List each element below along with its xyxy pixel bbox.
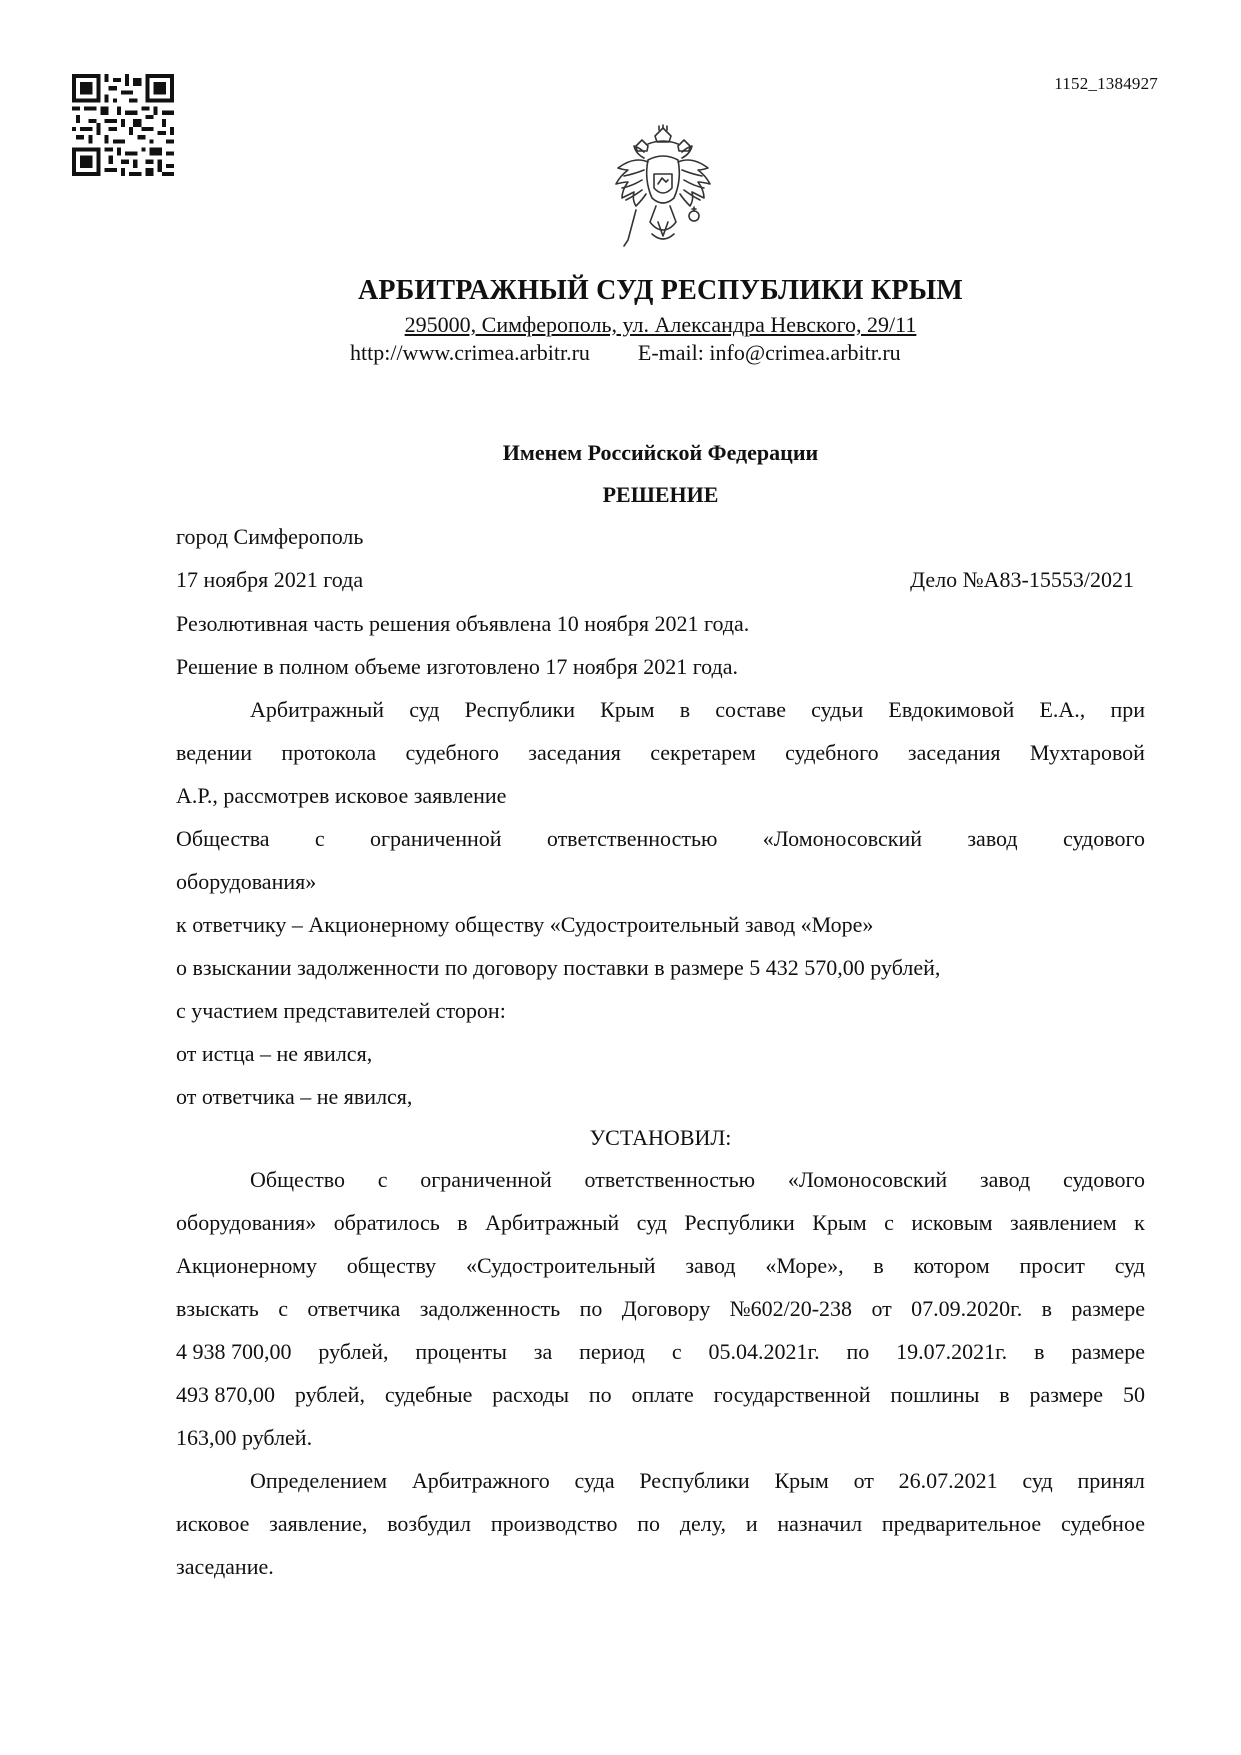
- court-email[interactable]: E-mail: info@crimea.arbitr.ru: [637, 340, 901, 365]
- word: судебное: [1060, 1511, 1145, 1536]
- decision-heading: РЕШЕНИЕ: [602, 482, 719, 507]
- word: по: [637, 1511, 661, 1536]
- word: суд: [1022, 1468, 1053, 1493]
- word: Крым: [600, 697, 655, 722]
- paragraph-2-line-1: [250, 1167, 1145, 1193]
- word: завод: [979, 1167, 1031, 1192]
- word: Общество: [250, 1167, 345, 1192]
- word: суд: [636, 1210, 667, 1235]
- word: Крым: [812, 1210, 867, 1235]
- word: обществу: [346, 1253, 437, 1278]
- word: исковое: [176, 1511, 250, 1536]
- word: с: [314, 826, 325, 851]
- word: принял: [1077, 1468, 1145, 1493]
- word: котором: [913, 1253, 990, 1278]
- word: размере: [1029, 1382, 1104, 1407]
- word: государственной: [713, 1382, 871, 1407]
- word: суд: [1114, 1253, 1145, 1278]
- word: за: [533, 1339, 553, 1364]
- word: ограниченной: [370, 826, 502, 851]
- word: Е.А.,: [1039, 697, 1086, 722]
- word: Арбитражный: [250, 697, 385, 722]
- word: в: [999, 1382, 1010, 1407]
- decision-date: 17 ноября 2021 года: [176, 567, 364, 592]
- word: в: [679, 697, 691, 722]
- qr-code-icon: [72, 74, 174, 176]
- word: при: [1110, 697, 1145, 722]
- word: оборудования»: [176, 1210, 317, 1235]
- word: просит: [1019, 1253, 1085, 1278]
- word: задолженность: [419, 1296, 561, 1321]
- word: Арбитражный: [485, 1210, 620, 1235]
- word: предварительное: [881, 1511, 1042, 1536]
- word: обратилось: [333, 1210, 440, 1235]
- word: судебные: [384, 1382, 473, 1407]
- paragraph-3-line-2: [176, 1511, 1145, 1537]
- subject-line: о взыскании задолженности по договору поставки в размере 5 432 570,00 рублей,: [176, 955, 941, 980]
- word: по: [588, 1382, 612, 1407]
- court-contacts: [350, 340, 901, 366]
- word: заседания: [528, 740, 621, 765]
- word: производство: [490, 1511, 618, 1536]
- word: взыскать: [176, 1296, 259, 1321]
- word: заявлением: [1010, 1210, 1117, 1235]
- word: делу,: [679, 1511, 727, 1536]
- word: размере: [1071, 1339, 1145, 1364]
- word: Общества: [176, 826, 270, 851]
- word: 50: [1122, 1382, 1145, 1407]
- word: Республики: [684, 1210, 795, 1235]
- paragraph-2-line-5: [176, 1339, 1145, 1365]
- word: заседания: [907, 740, 1001, 765]
- word: рублей,: [294, 1382, 365, 1407]
- word: Республики: [639, 1468, 750, 1493]
- word: протокола: [281, 740, 377, 765]
- word: к: [1134, 1210, 1145, 1235]
- paragraph-2-line-3: [176, 1253, 1145, 1279]
- word: «Судостроительный: [465, 1253, 656, 1278]
- word: секретарем: [650, 740, 756, 765]
- word: размере: [1071, 1296, 1145, 1321]
- word: завод: [685, 1253, 736, 1278]
- paragraph-2-line-4: [176, 1296, 1145, 1322]
- plaintiff-line-1: [176, 826, 1145, 852]
- plaintiff-line-2: оборудования»: [176, 869, 317, 894]
- word: 19.07.2021г.: [896, 1339, 1008, 1364]
- word: Крым: [774, 1468, 829, 1493]
- word: 4 938 700,00: [176, 1339, 292, 1364]
- word: от: [853, 1468, 874, 1493]
- document-id: 1152_1384927: [1054, 74, 1158, 93]
- paragraph-3-line-1: [250, 1468, 1145, 1494]
- word: Акционерному: [176, 1253, 317, 1278]
- russian-coat-of-arms-icon: [608, 124, 718, 254]
- word: с: [671, 1339, 682, 1364]
- word: в: [457, 1210, 468, 1235]
- word: расходы: [492, 1382, 569, 1407]
- word: ведении: [176, 740, 253, 765]
- word: с: [884, 1210, 894, 1235]
- word: Арбитражного: [411, 1468, 550, 1493]
- paragraph-2-line-6: [176, 1382, 1145, 1408]
- paragraph-1-line-3: А.Р., рассмотрев исковое заявление: [176, 783, 507, 808]
- established-heading: УСТАНОВИЛ:: [589, 1125, 732, 1150]
- word: по: [579, 1296, 603, 1321]
- word: судебного: [405, 740, 499, 765]
- participation-line: с участием представителей сторон:: [176, 998, 506, 1023]
- word: составе: [715, 697, 787, 722]
- operative-part-line: Резолютивная часть решения объявлена 10 ноября 2021 года.: [176, 611, 750, 636]
- word: ограниченной: [420, 1167, 552, 1192]
- court-name: АРБИТРАЖНЫЙ СУД РЕСПУБЛИКИ КРЫМ: [357, 275, 963, 306]
- paragraph-2-line-7: 163,00 рублей.: [176, 1425, 313, 1450]
- word: проценты: [415, 1339, 507, 1364]
- word: исковым: [911, 1210, 993, 1235]
- word: по: [846, 1339, 870, 1364]
- word: ответственностью: [584, 1167, 756, 1192]
- word: Договору: [621, 1296, 711, 1321]
- city-line: город Симферополь: [176, 524, 364, 549]
- word: и: [745, 1511, 758, 1536]
- plaintiff-rep-line: от истца – не явился,: [176, 1041, 373, 1066]
- word: от: [871, 1296, 892, 1321]
- defendant-rep-line: от ответчика – не явился,: [176, 1084, 413, 1109]
- word: судьи: [811, 697, 864, 722]
- in-name-heading: Именем Российской Федерации: [502, 440, 819, 465]
- case-number: Дело №А83-15553/2021: [910, 567, 1134, 592]
- word: судебного: [785, 740, 879, 765]
- word: период: [579, 1339, 645, 1364]
- word: заявление,: [269, 1511, 368, 1536]
- word: №602/20-238: [729, 1296, 853, 1321]
- word: 26.07.2021: [898, 1468, 998, 1493]
- word: «Ломоносовский: [762, 826, 923, 851]
- paragraph-2-line-2: [176, 1210, 1145, 1236]
- word: назначил: [777, 1511, 863, 1536]
- word: Евдокимовой: [888, 697, 1015, 722]
- word: Мухтаровой: [1029, 740, 1145, 765]
- word: завод: [967, 826, 1018, 851]
- word: суда: [574, 1468, 615, 1493]
- defendant-line: к ответчику – Акционерному обществу «Судостроительный завод «Море»: [176, 912, 874, 937]
- word: Определением: [250, 1468, 388, 1493]
- word: в: [873, 1253, 884, 1278]
- word: суд: [409, 697, 440, 722]
- word: с: [377, 1167, 388, 1192]
- word: 493 870,00: [176, 1382, 275, 1407]
- word: с: [278, 1296, 288, 1321]
- paragraph-3-line-3: заседание.: [176, 1554, 274, 1579]
- word: судового: [1062, 1167, 1145, 1192]
- word: рублей,: [318, 1339, 389, 1364]
- word: судового: [1062, 826, 1145, 851]
- word: ответственностью: [546, 826, 718, 851]
- word: оплате: [631, 1382, 694, 1407]
- word: в: [1041, 1296, 1052, 1321]
- word: Республики: [464, 697, 576, 722]
- court-address: 295000, Симферополь, ул. Александра Невского, 29/11: [404, 312, 917, 337]
- paragraph-1-line-1: [250, 697, 1145, 723]
- word: 05.04.2021г.: [708, 1339, 820, 1364]
- court-website-link[interactable]: http://www.crimea.arbitr.ru: [350, 340, 590, 365]
- word: 07.09.2020г.: [911, 1296, 1023, 1321]
- word: «Ломоносовский: [787, 1167, 948, 1192]
- word: возбудил: [387, 1511, 472, 1536]
- word: пошлины: [890, 1382, 980, 1407]
- paragraph-1-line-2: [176, 740, 1145, 766]
- word: в: [1034, 1339, 1045, 1364]
- full-text-line: Решение в полном объеме изготовлено 17 ноября 2021 года.: [176, 654, 738, 679]
- word: «Море»,: [765, 1253, 844, 1278]
- word: ответчика: [307, 1296, 401, 1321]
